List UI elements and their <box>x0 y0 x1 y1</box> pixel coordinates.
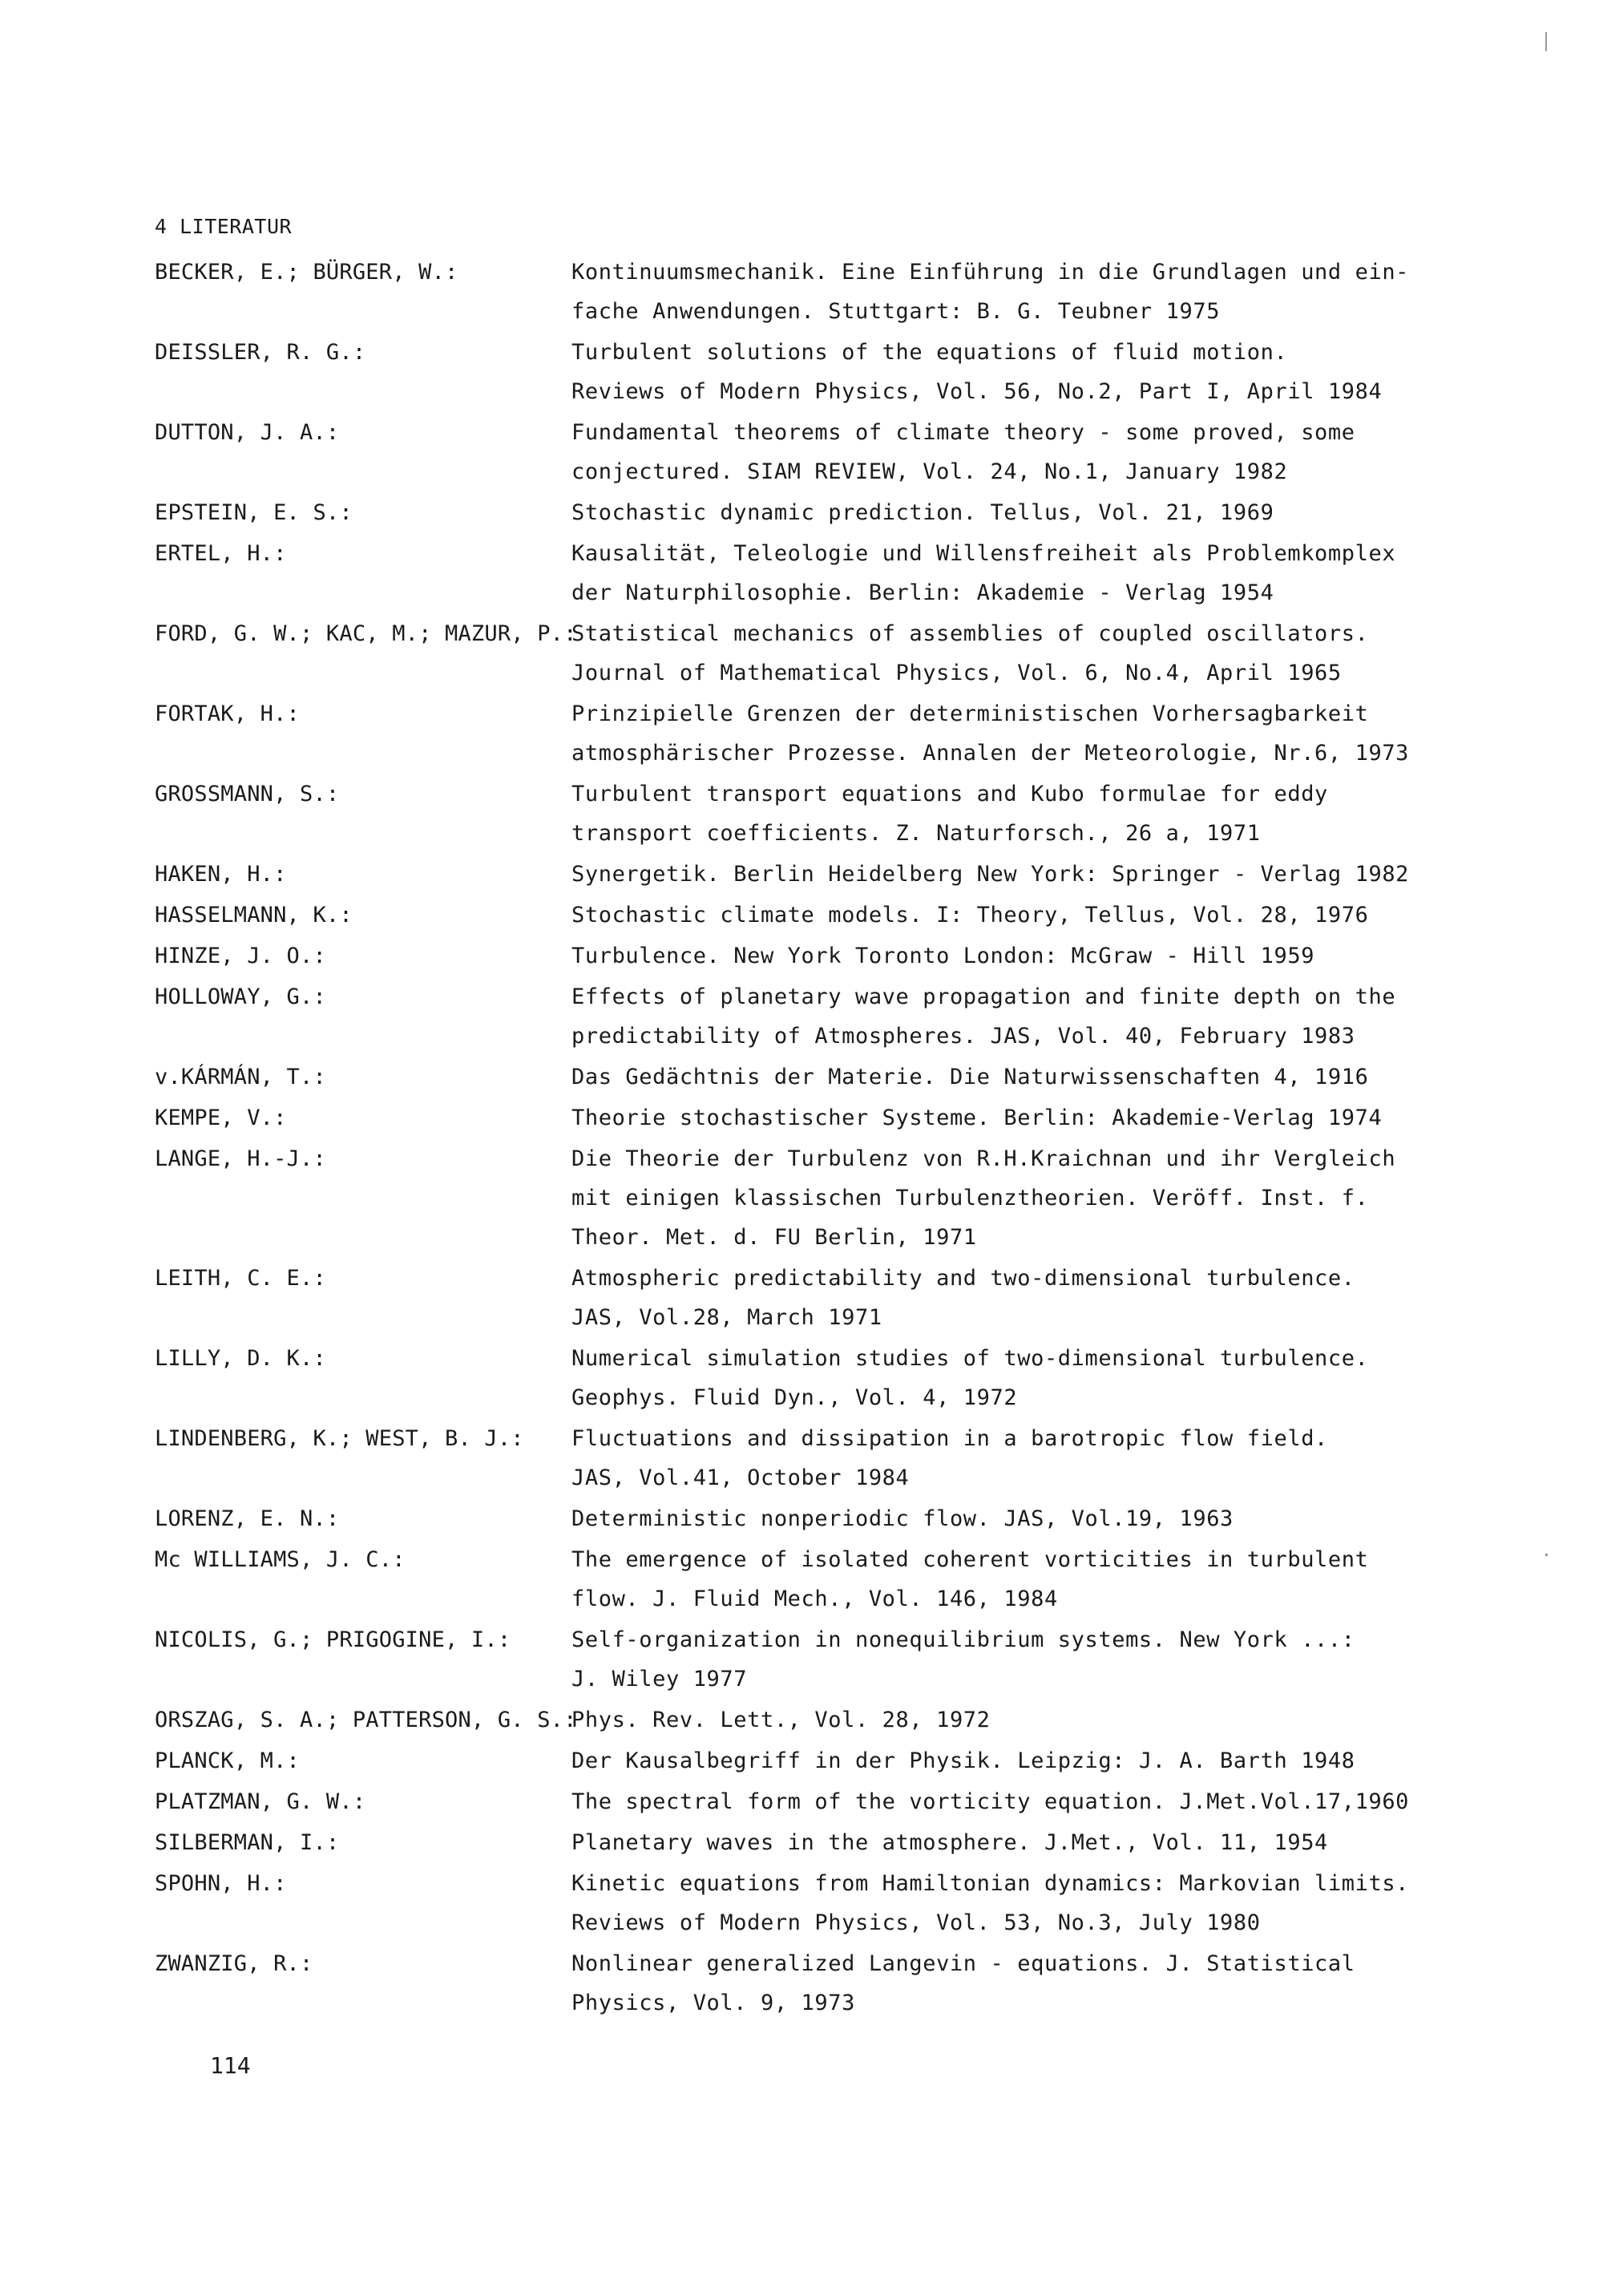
citation-line: Das Gedächtnis der Materie. Die Naturwissenschaften 4, 1916 <box>571 1065 1369 1089</box>
citation-line: Deterministic nonperiodic flow. JAS, Vol.19, 1963 <box>571 1506 1234 1531</box>
citation-line: flow. J. Fluid Mech., Vol. 146, 1984 <box>571 1587 1058 1611</box>
citation-line: predictability of Atmospheres. JAS, Vol. 40, February 1983 <box>571 1024 1355 1049</box>
citation-line: JAS, Vol.41, October 1984 <box>571 1465 910 1490</box>
citation-line: der Naturphilosophie. Berlin: Akademie - Verlag 1954 <box>571 580 1274 605</box>
reference-author: FORD, G. W.; KAC, M.; MAZUR, P.: <box>155 621 577 646</box>
reference-entry <box>155 333 1413 411</box>
reference-author: GROSSMANN, S.: <box>155 782 340 806</box>
reference-entry <box>155 1944 1413 2023</box>
citation-line: Reviews of Modern Physics, Vol. 56, No.2, Part I, April 1984 <box>571 379 1383 404</box>
reference-citation <box>571 1823 1413 1862</box>
reference-entry <box>155 413 1413 491</box>
reference-author: LILLY, D. K.: <box>155 1346 326 1371</box>
reference-author: HOLLOWAY, G.: <box>155 984 326 1009</box>
reference-citation <box>571 1620 1413 1699</box>
citation-line: Stochastic dynamic prediction. Tellus, Vol. 21, 1969 <box>571 500 1274 525</box>
scan-mark <box>1545 1554 1548 1556</box>
citation-line: Turbulence. New York Toronto London: McGraw - Hill 1959 <box>571 944 1315 968</box>
citation-line: Journal of Mathematical Physics, Vol. 6, No.4, April 1965 <box>571 661 1342 685</box>
reference-entry <box>155 1098 1413 1138</box>
citation-line: Theorie stochastischer Systeme. Berlin: Akademie-Verlag 1974 <box>571 1106 1383 1130</box>
citation-line: atmosphärischer Prozesse. Annalen der Meteorologie, Nr.6, 1973 <box>571 741 1410 766</box>
reference-entry <box>155 895 1413 935</box>
reference-citation <box>571 333 1413 411</box>
reference-entry <box>155 1499 1413 1538</box>
citation-line: Geophys. Fluid Dyn., Vol. 4, 1972 <box>571 1385 1018 1410</box>
citation-line: Self-organization in nonequilibrium systems. New York ...: <box>571 1627 1355 1652</box>
reference-author: LINDENBERG, K.; WEST, B. J.: <box>155 1426 524 1451</box>
reference-author: DEISSLER, R. G.: <box>155 340 366 365</box>
reference-entry <box>155 1700 1413 1740</box>
citation-line: Kausalität, Teleologie und Willensfreiheit als Problemkomplex <box>571 541 1396 566</box>
citation-line: Planetary waves in the atmosphere. J.Met., Vol. 11, 1954 <box>571 1830 1328 1855</box>
citation-line: mit einigen klassischen Turbulenztheorien. Veröff. Inst. f. <box>571 1186 1369 1211</box>
citation-line: J. Wiley 1977 <box>571 1667 748 1692</box>
reference-author: EPSTEIN, E. S.: <box>155 500 353 525</box>
citation-line: Fundamental theorems of climate theory - some proved, some <box>571 420 1355 445</box>
reference-citation <box>571 1741 1413 1781</box>
reference-entry <box>155 1741 1413 1781</box>
citation-line: conjectured. SIAM REVIEW, Vol. 24, No.1, January 1982 <box>571 459 1288 484</box>
reference-entry <box>155 1782 1413 1821</box>
reference-author: ERTEL, H.: <box>155 541 287 566</box>
citation-line: Synergetik. Berlin Heidelberg New York: Springer - Verlag 1982 <box>571 862 1410 887</box>
reference-citation <box>571 1057 1413 1097</box>
reference-author: KEMPE, V.: <box>155 1106 287 1130</box>
reference-entry <box>155 774 1413 853</box>
citation-line: Turbulent solutions of the equations of fluid motion. <box>571 340 1288 365</box>
reference-author: FORTAK, H.: <box>155 701 301 726</box>
reference-entry <box>155 534 1413 612</box>
reference-entry <box>155 1864 1413 1942</box>
citation-line: Phys. Rev. Lett., Vol. 28, 1972 <box>571 1708 991 1732</box>
reference-author: BECKER, E.; BÜRGER, W.: <box>155 260 458 285</box>
reference-citation <box>571 1419 1413 1498</box>
citation-line: Atmospheric predictability and two-dimensional turbulence. <box>571 1266 1355 1291</box>
reference-citation <box>571 1540 1413 1619</box>
reference-citation <box>571 253 1413 331</box>
reference-citation <box>571 1098 1413 1138</box>
reference-author: ORSZAG, S. A.; PATTERSON, G. S.: <box>155 1708 577 1732</box>
reference-citation <box>571 895 1413 935</box>
reference-entry <box>155 253 1413 331</box>
reference-entry <box>155 694 1413 773</box>
reference-citation <box>571 774 1413 853</box>
reference-entry <box>155 1057 1413 1097</box>
reference-entry <box>155 1419 1413 1498</box>
scan-mark <box>1545 32 1547 51</box>
reference-author: SILBERMAN, I.: <box>155 1830 340 1855</box>
reference-citation <box>571 936 1413 976</box>
reference-entry <box>155 493 1413 532</box>
reference-entry <box>155 1620 1413 1699</box>
reference-citation <box>571 1864 1413 1942</box>
reference-entry <box>155 977 1413 1056</box>
reference-author: Mc WILLIAMS, J. C.: <box>155 1547 406 1572</box>
reference-author: LANGE, H.-J.: <box>155 1146 326 1171</box>
reference-entry <box>155 855 1413 894</box>
page-number: 114 <box>210 2052 251 2079</box>
citation-line: Physics, Vol. 9, 1973 <box>571 1991 855 2015</box>
reference-author: HAKEN, H.: <box>155 862 287 887</box>
citation-line: Nonlinear generalized Langevin - equations. J. Statistical <box>571 1951 1355 1976</box>
citation-line: Kinetic equations from Hamiltonian dynamics: Markovian limits. <box>571 1871 1410 1896</box>
reference-author: SPOHN, H.: <box>155 1871 287 1896</box>
reference-entry <box>155 1139 1413 1257</box>
reference-author: v.KÁRMÁN, T.: <box>155 1065 326 1089</box>
citation-line: Numerical simulation studies of two-dimensional turbulence. <box>571 1346 1369 1371</box>
citation-line: Statistical mechanics of assemblies of coupled oscillators. <box>571 621 1369 646</box>
section-heading: 4 LITERATUR <box>155 215 293 238</box>
citation-line: Turbulent transport equations and Kubo formulae for eddy <box>571 782 1328 806</box>
citation-line: Die Theorie der Turbulenz von R.H.Kraichnan und ihr Vergleich <box>571 1146 1396 1171</box>
reference-citation <box>571 493 1413 532</box>
reference-citation <box>571 1339 1413 1417</box>
reference-citation <box>571 1782 1413 1821</box>
reference-entry <box>155 936 1413 976</box>
reference-citation <box>571 1139 1413 1257</box>
reference-citation <box>571 1944 1413 2023</box>
citation-line: The emergence of isolated coherent vorticities in turbulent <box>571 1547 1369 1572</box>
reference-author: NICOLIS, G.; PRIGOGINE, I.: <box>155 1627 511 1652</box>
citation-line: fache Anwendungen. Stuttgart: B. G. Teubner 1975 <box>571 299 1221 324</box>
citation-line: Effects of planetary wave propagation and finite depth on the <box>571 984 1396 1009</box>
reference-author: PLANCK, M.: <box>155 1748 301 1773</box>
citation-line: JAS, Vol.28, March 1971 <box>571 1305 882 1330</box>
citation-line: Theor. Met. d. FU Berlin, 1971 <box>571 1225 977 1250</box>
reference-author: ZWANZIG, R.: <box>155 1951 313 1976</box>
citation-line: Stochastic climate models. I: Theory, Tellus, Vol. 28, 1976 <box>571 903 1369 928</box>
reference-citation <box>571 534 1413 612</box>
citation-line: Fluctuations and dissipation in a barotropic flow field. <box>571 1426 1328 1451</box>
reference-author: HINZE, J. O.: <box>155 944 326 968</box>
reference-entry <box>155 614 1413 693</box>
reference-citation <box>571 1259 1413 1337</box>
reference-citation <box>571 1700 1413 1740</box>
reference-entry <box>155 1823 1413 1862</box>
reference-author: LORENZ, E. N.: <box>155 1506 340 1531</box>
reference-author: LEITH, C. E.: <box>155 1266 326 1291</box>
citation-line: Der Kausalbegriff in der Physik. Leipzig: J. A. Barth 1948 <box>571 1748 1355 1773</box>
citation-line: Reviews of Modern Physics, Vol. 53, No.3, July 1980 <box>571 1910 1261 1935</box>
citation-line: The spectral form of the vorticity equation. J.Met.Vol.17,1960 <box>571 1789 1410 1814</box>
reference-citation <box>571 855 1413 894</box>
reference-citation <box>571 413 1413 491</box>
reference-citation <box>571 614 1413 693</box>
reference-author: HASSELMANN, K.: <box>155 903 353 928</box>
reference-citation <box>571 694 1413 773</box>
reference-list <box>155 253 1413 2024</box>
reference-entry <box>155 1259 1413 1337</box>
reference-author: PLATZMAN, G. W.: <box>155 1789 366 1814</box>
reference-author: DUTTON, J. A.: <box>155 420 340 445</box>
citation-line: transport coefficients. Z. Naturforsch., 26 a, 1971 <box>571 821 1261 846</box>
citation-line: Prinzipielle Grenzen der deterministischen Vorhersagbarkeit <box>571 701 1369 726</box>
citation-line: Kontinuumsmechanik. Eine Einführung in die Grundlagen und ein- <box>571 260 1410 285</box>
reference-citation <box>571 1499 1413 1538</box>
reference-entry <box>155 1339 1413 1417</box>
reference-entry <box>155 1540 1413 1619</box>
reference-citation <box>571 977 1413 1056</box>
